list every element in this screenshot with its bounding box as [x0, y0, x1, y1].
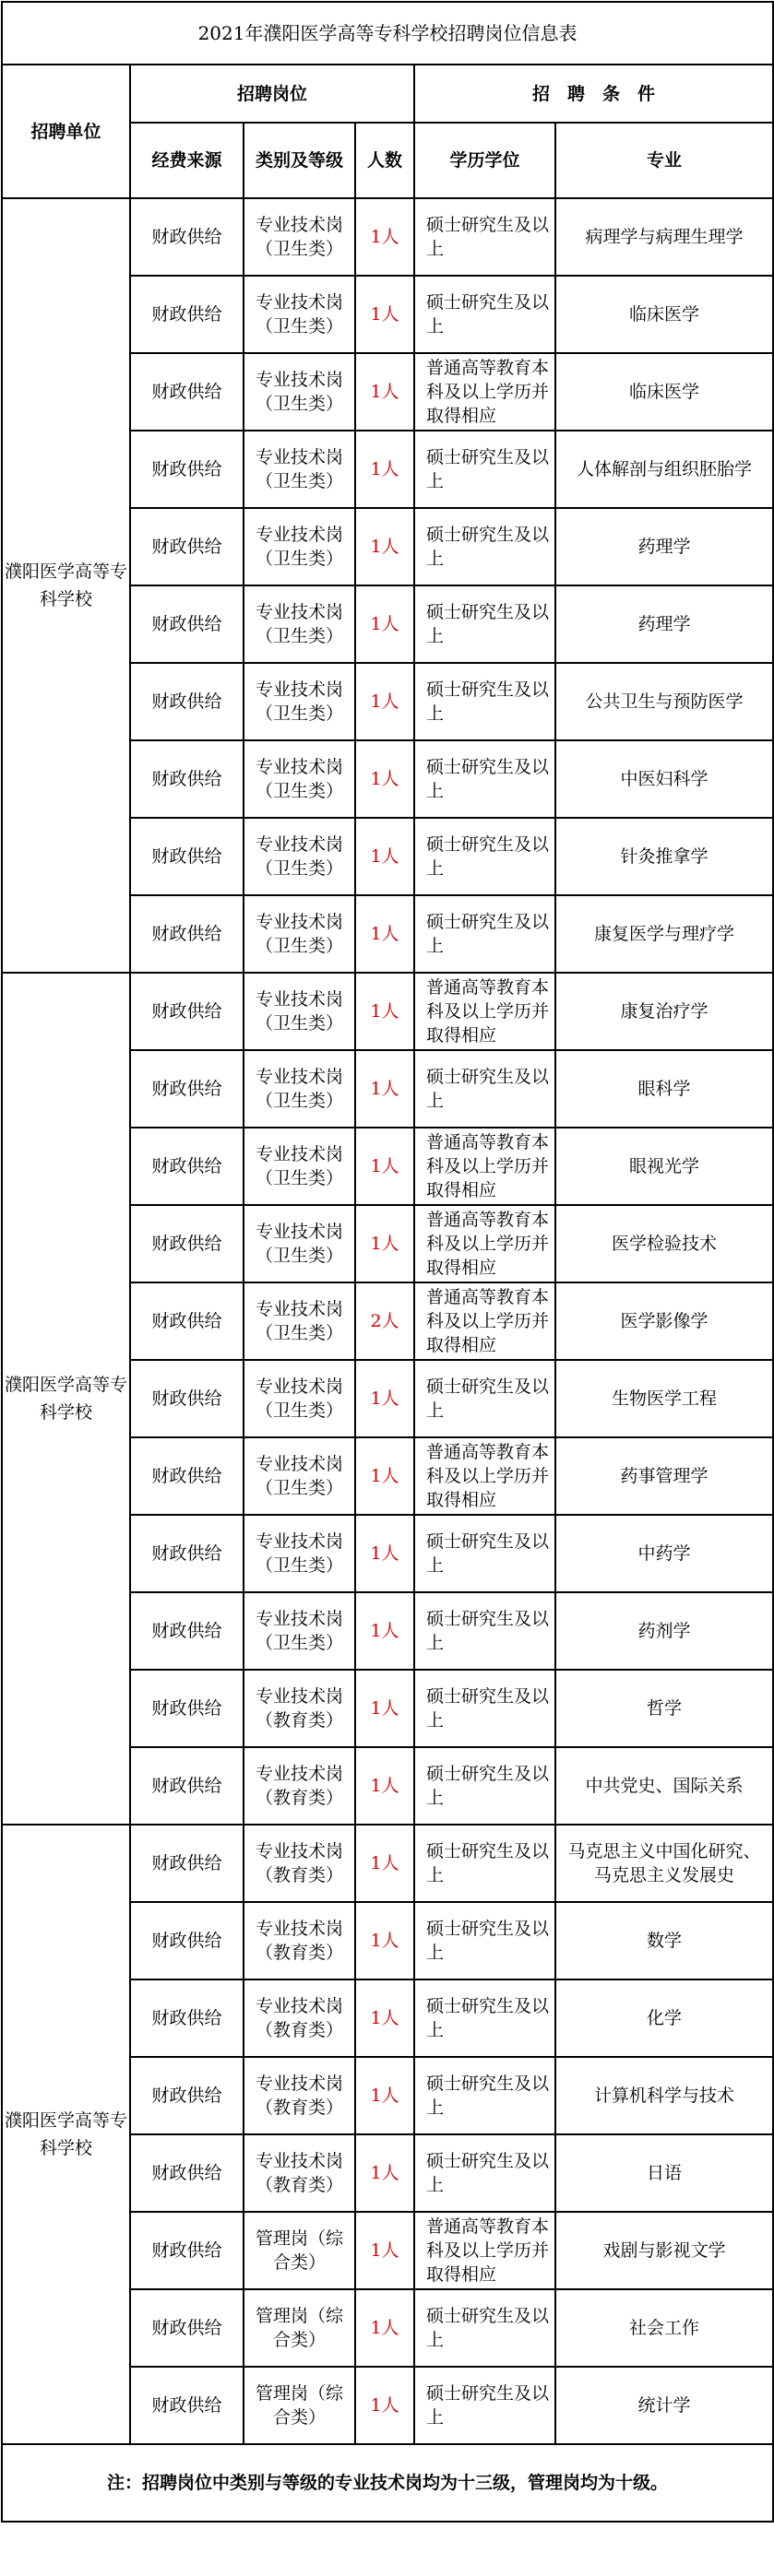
fund-cell: 财政供给 — [130, 663, 244, 740]
education-cell: 普通高等教育本科及以上学历并取得相应 — [414, 1282, 555, 1360]
education-cell: 硕士研究生及以上 — [414, 2367, 555, 2444]
education-cell: 硕士研究生及以上 — [414, 1360, 555, 1437]
education-cell: 硕士研究生及以上 — [414, 2134, 555, 2212]
count-cell: 1人 — [355, 431, 414, 508]
education-cell: 普通高等教育本科及以上学历并取得相应 — [414, 1437, 555, 1515]
count-cell: 1人 — [355, 1515, 414, 1592]
count-cell: 1人 — [355, 353, 414, 431]
fund-cell: 财政供给 — [130, 1050, 244, 1128]
major-cell: 医学影像学 — [555, 1282, 773, 1360]
count-cell: 2人 — [355, 1282, 414, 1360]
education-cell: 硕士研究生及以上 — [414, 818, 555, 895]
education-cell: 普通高等教育本科及以上学历并取得相应 — [414, 973, 555, 1050]
count-cell: 1人 — [355, 740, 414, 818]
count-cell: 1人 — [355, 276, 414, 353]
count-cell: 1人 — [355, 2367, 414, 2444]
education-cell: 硕士研究生及以上 — [414, 276, 555, 353]
fund-cell: 财政供给 — [130, 1205, 244, 1282]
fund-cell: 财政供给 — [130, 1979, 244, 2057]
count-cell: 1人 — [355, 1825, 414, 1902]
count-cell: 1人 — [355, 1592, 414, 1670]
major-cell: 医学检验技术 — [555, 1205, 773, 1282]
count-cell: 1人 — [355, 198, 414, 276]
category-cell: 专业技术岗（卫生类） — [244, 818, 355, 895]
table-title: 2021年濮阳医学高等专科学校招聘岗位信息表 — [2, 2, 773, 65]
major-cell: 药理学 — [555, 508, 773, 585]
category-cell: 专业技术岗（卫生类） — [244, 973, 355, 1050]
major-cell: 临床医学 — [555, 353, 773, 431]
fund-cell: 财政供给 — [130, 2057, 244, 2134]
fund-cell: 财政供给 — [130, 895, 244, 973]
category-cell: 专业技术岗（卫生类） — [244, 1050, 355, 1128]
category-cell: 管理岗（综合类） — [244, 2367, 355, 2444]
education-cell: 硕士研究生及以上 — [414, 2289, 555, 2367]
fund-cell: 财政供给 — [130, 2289, 244, 2367]
count-cell: 1人 — [355, 818, 414, 895]
major-cell: 药事管理学 — [555, 1437, 773, 1515]
education-cell: 硕士研究生及以上 — [414, 431, 555, 508]
category-cell: 专业技术岗（卫生类） — [244, 1437, 355, 1515]
header-unit: 招聘单位 — [2, 65, 130, 198]
fund-cell: 财政供给 — [130, 740, 244, 818]
major-cell: 药理学 — [555, 585, 773, 663]
major-cell: 日语 — [555, 2134, 773, 2212]
category-cell: 管理岗（综合类） — [244, 2289, 355, 2367]
header-category: 类别及等级 — [244, 123, 355, 198]
category-cell: 专业技术岗（卫生类） — [244, 276, 355, 353]
category-cell: 专业技术岗（卫生类） — [244, 663, 355, 740]
category-cell: 专业技术岗（教育类） — [244, 2057, 355, 2134]
header-post: 招聘岗位 — [130, 65, 414, 123]
major-cell: 人体解剖与组织胚胎学 — [555, 431, 773, 508]
fund-cell: 财政供给 — [130, 431, 244, 508]
major-cell: 临床医学 — [555, 276, 773, 353]
footnote: 注：招聘岗位中类别与等级的专业技术岗均为十三级，管理岗均为十级。 — [2, 2444, 773, 2522]
header-row-1 — [2, 65, 773, 123]
fund-cell: 财政供给 — [130, 1902, 244, 1979]
fund-cell: 财政供给 — [130, 1128, 244, 1205]
header-education: 学历学位 — [414, 123, 555, 198]
count-cell: 1人 — [355, 895, 414, 973]
education-cell: 普通高等教育本科及以上学历并取得相应 — [414, 353, 555, 431]
category-cell: 专业技术岗（教育类） — [244, 1670, 355, 1747]
category-cell: 专业技术岗（教育类） — [244, 1979, 355, 2057]
header-fund: 经费来源 — [130, 123, 244, 198]
major-cell: 中医妇科学 — [555, 740, 773, 818]
major-cell: 病理学与病理生理学 — [555, 198, 773, 276]
category-cell: 专业技术岗（卫生类） — [244, 740, 355, 818]
fund-cell: 财政供给 — [130, 198, 244, 276]
count-cell: 1人 — [355, 1902, 414, 1979]
education-cell: 硕士研究生及以上 — [414, 1979, 555, 2057]
major-cell: 数学 — [555, 1902, 773, 1979]
table-row — [2, 973, 773, 1050]
education-cell: 硕士研究生及以上 — [414, 1902, 555, 1979]
title-row — [2, 2, 773, 65]
education-cell: 硕士研究生及以上 — [414, 1515, 555, 1592]
category-cell: 专业技术岗（教育类） — [244, 1902, 355, 1979]
fund-cell: 财政供给 — [130, 1592, 244, 1670]
education-cell: 硕士研究生及以上 — [414, 1747, 555, 1825]
major-cell: 眼科学 — [555, 1050, 773, 1128]
fund-cell: 财政供给 — [130, 1825, 244, 1902]
education-cell: 硕士研究生及以上 — [414, 895, 555, 973]
fund-cell: 财政供给 — [130, 1437, 244, 1515]
fund-cell: 财政供给 — [130, 1360, 244, 1437]
fund-cell: 财政供给 — [130, 818, 244, 895]
fund-cell: 财政供给 — [130, 1515, 244, 1592]
category-cell: 专业技术岗（卫生类） — [244, 1282, 355, 1360]
unit-cell: 濮阳医学高等专科学校 — [2, 198, 130, 973]
category-cell: 专业技术岗（卫生类） — [244, 198, 355, 276]
major-cell: 社会工作 — [555, 2289, 773, 2367]
category-cell: 专业技术岗（卫生类） — [244, 1205, 355, 1282]
major-cell: 哲学 — [555, 1670, 773, 1747]
table-row — [2, 198, 773, 276]
category-cell: 专业技术岗（卫生类） — [244, 508, 355, 585]
category-cell: 专业技术岗（教育类） — [244, 1825, 355, 1902]
count-cell: 1人 — [355, 663, 414, 740]
category-cell: 专业技术岗（教育类） — [244, 1747, 355, 1825]
major-cell: 计算机科学与技术 — [555, 2057, 773, 2134]
education-cell: 硕士研究生及以上 — [414, 508, 555, 585]
fund-cell: 财政供给 — [130, 585, 244, 663]
fund-cell: 财政供给 — [130, 276, 244, 353]
count-cell: 1人 — [355, 1360, 414, 1437]
education-cell: 普通高等教育本科及以上学历并取得相应 — [414, 1128, 555, 1205]
major-cell: 康复治疗学 — [555, 973, 773, 1050]
major-cell: 戏剧与影视文学 — [555, 2212, 773, 2289]
category-cell: 专业技术岗（卫生类） — [244, 1515, 355, 1592]
category-cell: 专业技术岗（卫生类） — [244, 895, 355, 973]
major-cell: 康复医学与理疗学 — [555, 895, 773, 973]
major-cell: 针灸推拿学 — [555, 818, 773, 895]
count-cell: 1人 — [355, 2134, 414, 2212]
major-cell: 生物医学工程 — [555, 1360, 773, 1437]
count-cell: 1人 — [355, 508, 414, 585]
major-cell: 统计学 — [555, 2367, 773, 2444]
category-cell: 专业技术岗（卫生类） — [244, 1592, 355, 1670]
education-cell: 硕士研究生及以上 — [414, 740, 555, 818]
major-cell: 中共党史、国际关系 — [555, 1747, 773, 1825]
count-cell: 1人 — [355, 1205, 414, 1282]
category-cell: 专业技术岗（教育类） — [244, 2134, 355, 2212]
unit-cell: 濮阳医学高等专科学校 — [2, 1825, 130, 2444]
count-cell: 1人 — [355, 1128, 414, 1205]
major-cell: 眼视光学 — [555, 1128, 773, 1205]
education-cell: 普通高等教育本科及以上学历并取得相应 — [414, 1205, 555, 1282]
header-conditions: 招 聘 条 件 — [414, 65, 773, 123]
category-cell: 专业技术岗（卫生类） — [244, 585, 355, 663]
education-cell: 硕士研究生及以上 — [414, 585, 555, 663]
category-cell: 专业技术岗（卫生类） — [244, 1360, 355, 1437]
category-cell: 专业技术岗（卫生类） — [244, 431, 355, 508]
fund-cell: 财政供给 — [130, 2134, 244, 2212]
header-major: 专业 — [555, 123, 773, 198]
count-cell: 1人 — [355, 1670, 414, 1747]
education-cell: 硕士研究生及以上 — [414, 2057, 555, 2134]
fund-cell: 财政供给 — [130, 2367, 244, 2444]
table-row — [2, 1825, 773, 1902]
education-cell: 硕士研究生及以上 — [414, 1670, 555, 1747]
count-cell: 1人 — [355, 2289, 414, 2367]
fund-cell: 财政供给 — [130, 508, 244, 585]
education-cell: 硕士研究生及以上 — [414, 663, 555, 740]
education-cell: 硕士研究生及以上 — [414, 198, 555, 276]
category-cell: 专业技术岗（卫生类） — [244, 1128, 355, 1205]
fund-cell: 财政供给 — [130, 353, 244, 431]
count-cell: 1人 — [355, 585, 414, 663]
count-cell: 1人 — [355, 1747, 414, 1825]
note-row — [2, 2444, 773, 2522]
count-cell: 1人 — [355, 1979, 414, 2057]
major-cell: 马克思主义中国化研究、马克思主义发展史 — [555, 1825, 773, 1902]
fund-cell: 财政供给 — [130, 973, 244, 1050]
count-cell: 1人 — [355, 1050, 414, 1128]
fund-cell: 财政供给 — [130, 1747, 244, 1825]
major-cell: 化学 — [555, 1979, 773, 2057]
major-cell: 中药学 — [555, 1515, 773, 1592]
fund-cell: 财政供给 — [130, 1282, 244, 1360]
header-count: 人数 — [355, 123, 414, 198]
count-cell: 1人 — [355, 1437, 414, 1515]
education-cell: 普通高等教育本科及以上学历并取得相应 — [414, 2212, 555, 2289]
unit-cell: 濮阳医学高等专科学校 — [2, 973, 130, 1825]
education-cell: 硕士研究生及以上 — [414, 1592, 555, 1670]
recruitment-table — [1, 1, 774, 2523]
count-cell: 1人 — [355, 2212, 414, 2289]
fund-cell: 财政供给 — [130, 2212, 244, 2289]
count-cell: 1人 — [355, 973, 414, 1050]
count-cell: 1人 — [355, 2057, 414, 2134]
category-cell: 管理岗（综合类） — [244, 2212, 355, 2289]
fund-cell: 财政供给 — [130, 1670, 244, 1747]
major-cell: 公共卫生与预防医学 — [555, 663, 773, 740]
category-cell: 专业技术岗（卫生类） — [244, 353, 355, 431]
major-cell: 药剂学 — [555, 1592, 773, 1670]
education-cell: 硕士研究生及以上 — [414, 1050, 555, 1128]
education-cell: 硕士研究生及以上 — [414, 1825, 555, 1902]
